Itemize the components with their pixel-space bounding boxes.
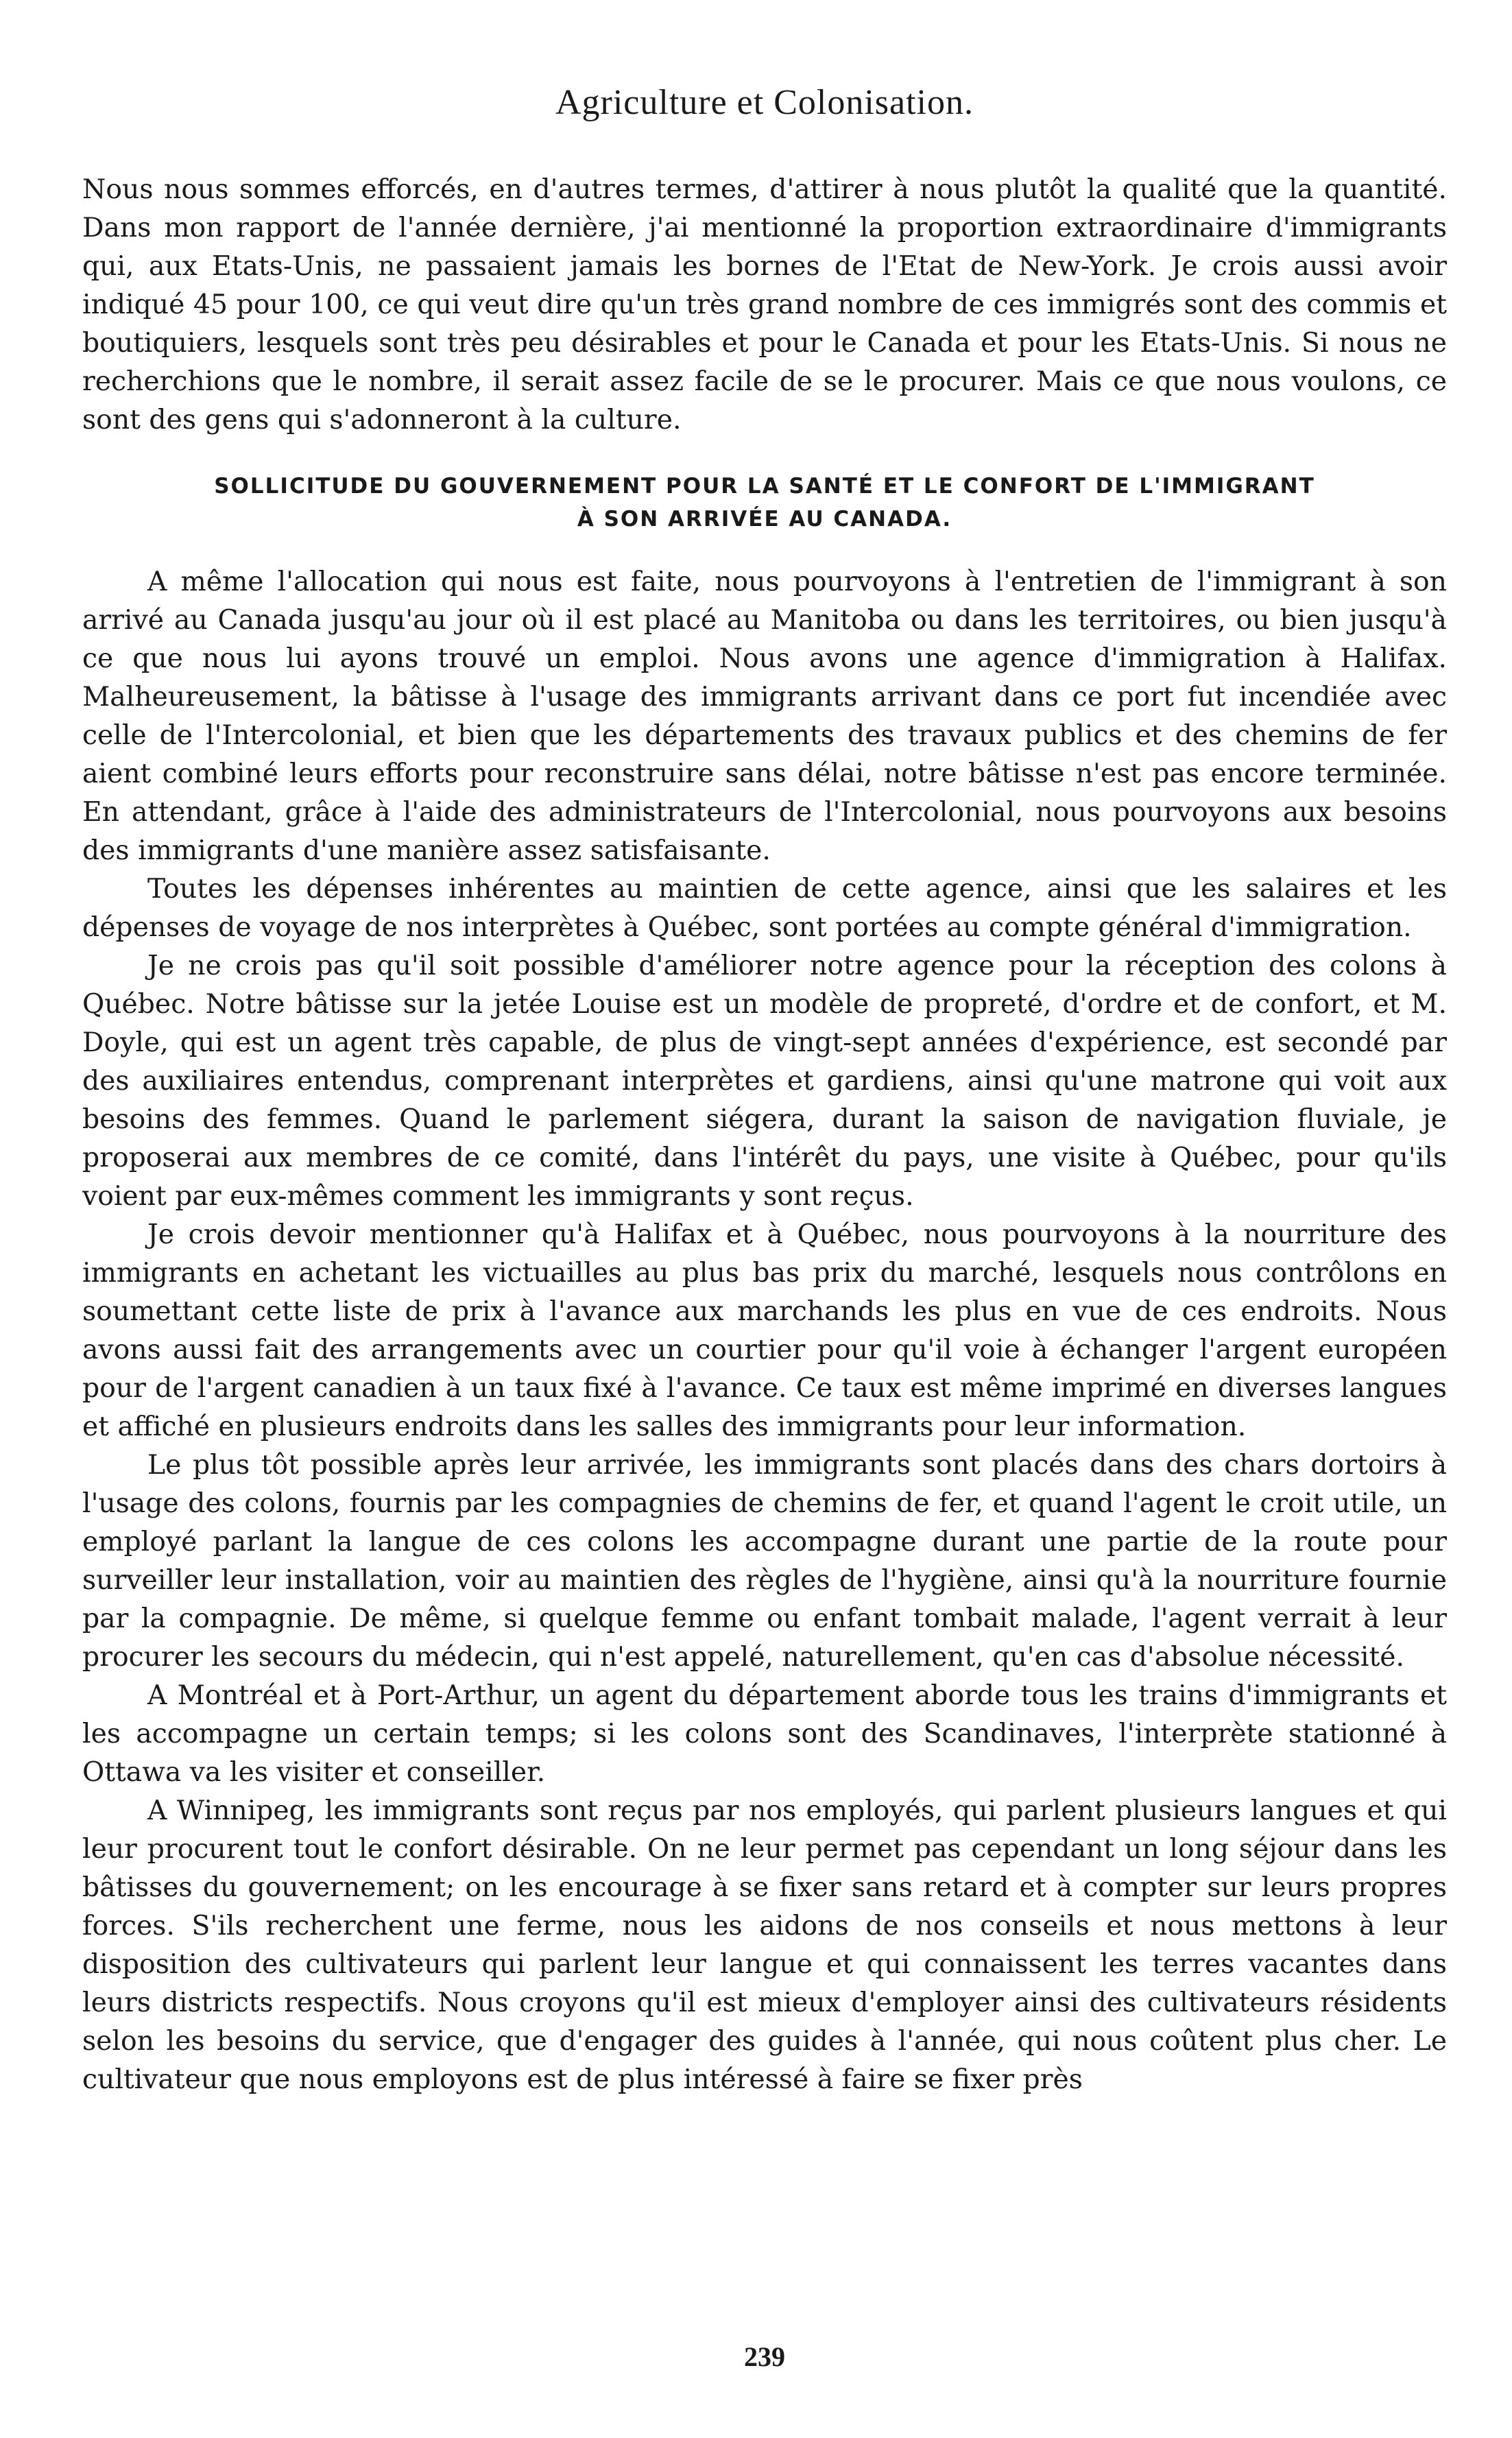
section-heading-line-1: SOLLICITUDE DU GOUVERNEMENT POUR LA SANTÉ ET LE CONFORT DE L'IMMIGRANT	[214, 474, 1315, 499]
running-title: Agriculture et Colonisation.	[555, 83, 974, 122]
body-paragraph: Le plus tôt possible après leur arrivée, les immigrants sont placés dans des chars dortoirs à l'usage des colons, fournis par les compagnies de chemins de fer, et quand l'agent le croit utile, un employé parlant la langue de ces colons les accompagne durant une partie de la route pour surveiller leur installation, voir au maintien des règles de l'hygiène, ainsi qu'à la nourriture fournie par la compagnie. De même, si quelque femme ou enfant tombait malade, l'agent verrait à leur procurer les secours du médecin, qui n'est appelé, naturellement, qu'en cas d'absolue nécessité.	[82, 1450, 1447, 1673]
section-heading	[103, 470, 1426, 536]
body-paragraph: Toutes les dépenses inhérentes au maintien de cette agence, ainsi que les salaires et les dépenses de voyage de nos interprètes à Québec, sont portées au compte général d'immigration.	[82, 874, 1447, 943]
body-paragraph: Je ne crois pas qu'il soit possible d'améliorer notre agence pour la réception des colons à Québec. Notre bâtisse sur la jetée Louise est un modèle de propreté, d'ordre et de confort, et M. Doyle, qui est un agent très capable, de plus de vingt-sept années d'expérience, est secondé par des auxiliaires entendus, comprenant interprètes et gardiens, ainsi qu'une matrone qui voit aux besoins des femmes. Quand le parlement siégera, durant la saison de navigation fluviale, je proposerai aux membres de ce comité, dans l'intérêt du pays, une visite à Québec, pour qu'ils voient par eux-mêmes comment les immigrants y sont reçus.	[82, 951, 1447, 1212]
body-paragraph: A même l'allocation qui nous est faite, nous pourvoyons à l'entretien de l'immigrant à son arrivé au Canada jusqu'au jour où il est placé au Manitoba ou dans les territoires, ou bien jusqu'à ce que nous lui ayons trouvé un emploi. Nous avons une agence d'immigration à Halifax. Malheureusement, la bâtisse à l'usage des immigrants arrivant dans ce port fut incendiée avec celle de l'Intercolonial, et bien que les départements des travaux publics et des chemins de fer aient combiné leurs efforts pour reconstruire sans délai, notre bâtisse n'est pas encore terminée. En attendant, grâce à l'aide des administrateurs de l'Intercolonial, nous pourvoyons aux besoins des immigrants d'une manière assez satisfaisante.	[82, 566, 1447, 866]
intro-paragraph: Nous nous sommes efforcés, en d'autres termes, d'attirer à nous plutôt la qualité que la quantité. Dans mon rapport de l'année dernière, j'ai mentionné la proportion extraordinaire d'immigrants qui, aux Etats-Unis, ne passaient jamais les bornes de l'Etat de New-York. Je crois aussi avoir indiqué 45 pour 100, ce qui veut dire qu'un très grand nombre de ces immigrés sont des commis et boutiquiers, lesquels sont très peu désirables et pour le Canada et pour les Etats-Unis. Si nous ne recherchions que le nombre, il serait assez facile de se le procurer. Mais ce que nous voulons, ce sont des gens qui s'adonneront à la culture.	[82, 174, 1447, 435]
section-heading-line-2: À SON ARRIVÉE AU CANADA.	[577, 507, 952, 531]
body-paragraph: Je crois devoir mentionner qu'à Halifax et à Québec, nous pourvoyons à la nourriture des immigrants en achetant les victuailles au plus bas prix du marché, lesquels nous contrôlons en soumettant cette liste de prix à l'avance aux marchands les plus en vue de ces endroits. Nous avons aussi fait des arrangements avec un courtier pour qu'il voie à échanger l'argent européen pour de l'argent canadien à un taux fixé à l'avance. Ce taux est même imprimé en diverses langues et affiché en plusieurs endroits dans les salles des immigrants pour leur information.	[82, 1219, 1447, 1442]
body-paragraph: A Montréal et à Port-Arthur, un agent du département aborde tous les trains d'immigrants et les accompagne un certain temps; si les colons sont des Scandinaves, l'interprète stationné à Ottawa va les visiter et conseiller.	[82, 1680, 1447, 1788]
body-paragraph: A Winnipeg, les immigrants sont reçus par nos employés, qui parlent plusieurs langues et qui leur procurent tout le confort désirable. On ne leur permet pas cependant un long séjour dans les bâtisses du gouvernement; on les encourage à se fixer sans retard et à compter sur leurs propres forces. S'ils recherchent une ferme, nous les aidons de nos conseils et nous mettons à leur disposition des cultivateurs qui parlent leur langue et qui connaissent les terres vacantes dans leurs districts respectifs. Nous croyons qu'il est mieux d'employer ainsi des cultivateurs résidents selon les besoins du service, que d'engager des guides à l'année, qui nous coûtent plus cher. Le cultivateur que nous employons est de plus intéressé à faire se fixer près	[82, 1795, 1447, 2095]
page-number: 239	[744, 2341, 785, 2372]
document-page	[82, 82, 1447, 2373]
